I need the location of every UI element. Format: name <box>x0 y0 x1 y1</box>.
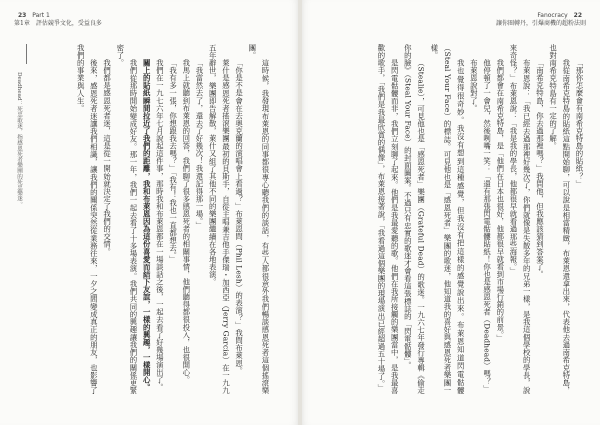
right-book-title: Fanocracy <box>537 12 568 19</box>
paragraph: 「我有多一張，你想跟我去嗎？」「我有！我也一直都想去。」 <box>168 58 178 263</box>
paragraph: 布萊恩說對了。 <box>469 58 479 112</box>
paragraph: 「南希克特島，你去過那裡嗎？」我問他，但我應該猜到答案了。 <box>535 58 545 278</box>
right-subtitle: 讓你圈轉丹，引爆商機的超粉法則 <box>495 20 586 27</box>
left-running-header <box>14 13 102 25</box>
footnote: Deadhead：死忠歌迷，指感恩死者樂團的死忠樂迷。 <box>16 72 22 207</box>
paragraph: 布萊恩說：「我已經去過那裡好幾次了，你們就像是失散多年的兄弟一樣，是我這個學校的學長，說來奇怪？」布萊恩說：「我是我的學長，他都很早就看過那些海報。」 <box>508 44 532 394</box>
paragraph: 「那你怎麼會有南希克特島的貼紙？」 <box>575 58 584 188</box>
paragraph: 我們在一九七六年七月說起這件事，那時我和布萊恩都在一場談話之後，一起去看了好幾場演出了。 <box>155 58 165 391</box>
paragraph: 「你是不是會在去奧克蘭的演唱會上看過？」布萊恩問（Phil Lesh）的表演？」我問布萊恩。 <box>234 58 244 375</box>
bold-paragraph: 關上的貼紙瞬間拉近了我們的距離，我和布萊恩因為這份喜愛而結下友誼，一樣的興趣，一樣開心。 <box>142 58 152 391</box>
left-part-label: Part 1 <box>32 12 50 19</box>
left-page-number: 23 <box>18 12 27 19</box>
paragraph: 我馬上就聽到布萊恩的回答，我們聊了很多感恩死者的相關事情，他們聽得都很投入，也很開心。 <box>181 58 191 384</box>
left-page-body <box>22 44 272 394</box>
paragraph: 他停頓了一會兒，然後咧嘴一笑：「還有那張閃電骷髏貼紙！你也是感恩死者（Deadhead）嗎？」 <box>482 58 492 393</box>
paragraph: 我們都會在南希克特島，是「他們在日本也很好，他都很早就看到市場行銷的前景。」 <box>495 58 505 342</box>
paragraph: 我從南希克特島的貼紙這點開始聊，可以說是相當精緻，布萊恩還拿出來，代表他去過南希克特島，也對南希克特島有一定的了解。 <box>548 44 571 394</box>
paragraph: 我們都是感恩死者迷，這是從一開始就決定了我們的交情。 <box>102 58 112 256</box>
right-running-header <box>496 13 586 25</box>
paragraph: 我們從那時開始變成好友。那一年，我們一起去看了十多場表演。我們共同的興趣讓我們的關係更緊密了。 <box>115 44 138 394</box>
paragraph: 是閃電骷髏而非，我們立刻聊了起來。他們是我最愛聽的歌。他們在我所接觸的樂團當中，是我最喜歡的歌手，「我們是我最欣賞的偶像」，布萊恩接著說，「我看過這個樂團的現場演出已經超過五十場了。」 <box>376 44 400 394</box>
paragraph: 後來，感恩死者迷讓我們相識，讓我們的關係突然從業務往來，一夕之間變成真正的朋友，也影響了我們的事業與人生。 <box>76 44 99 394</box>
right-page-number: 22 <box>573 12 582 19</box>
paragraph: 我也覺得很奇妙。我沒有想到這種感覺，但我沒有把這樣的感覺說出來。布萊恩知道閃電骷髏（Steal Your Face）的標誌。可見他也是「感恩死者」樂團的歌迷，他知道我的喜好與感恩死者樂團一樣。 <box>429 44 466 394</box>
paragraph: 萊什是感恩死者搖滾樂團最初的貝斯手，自從主唱兼吉他手傑瑞・加西亞（Jerry Garcia）在一九九五年辭世，樂團即告解散，萊什又組了其他不同的樂團繼續在各地表演。 <box>208 44 231 394</box>
paragraph: 「我當然去了，還去了好幾次！我還記得那一場。」 <box>194 58 204 229</box>
right-page <box>300 0 600 425</box>
paragraph: （Stealie），可見他也是「感恩死者」樂團（Grateful Dead）的歌迷。一九六七年發行專輯《偷走你的臉》（Steal Your Face）的封面圖案。不過只有忠實的歌迷才會看這張標誌的「閃電骷髏」。 <box>403 44 426 394</box>
paragraph: 這時候，我發現布萊恩的同事都很專心聽我們的談話，有些人都很意外我們暢談感恩死者這個搖滾樂團。 <box>247 44 270 394</box>
book-gutter <box>298 0 302 425</box>
left-chapter-title: 第1章 評估競爭文化，受益良多 <box>14 20 102 27</box>
right-page-body <box>320 44 586 394</box>
